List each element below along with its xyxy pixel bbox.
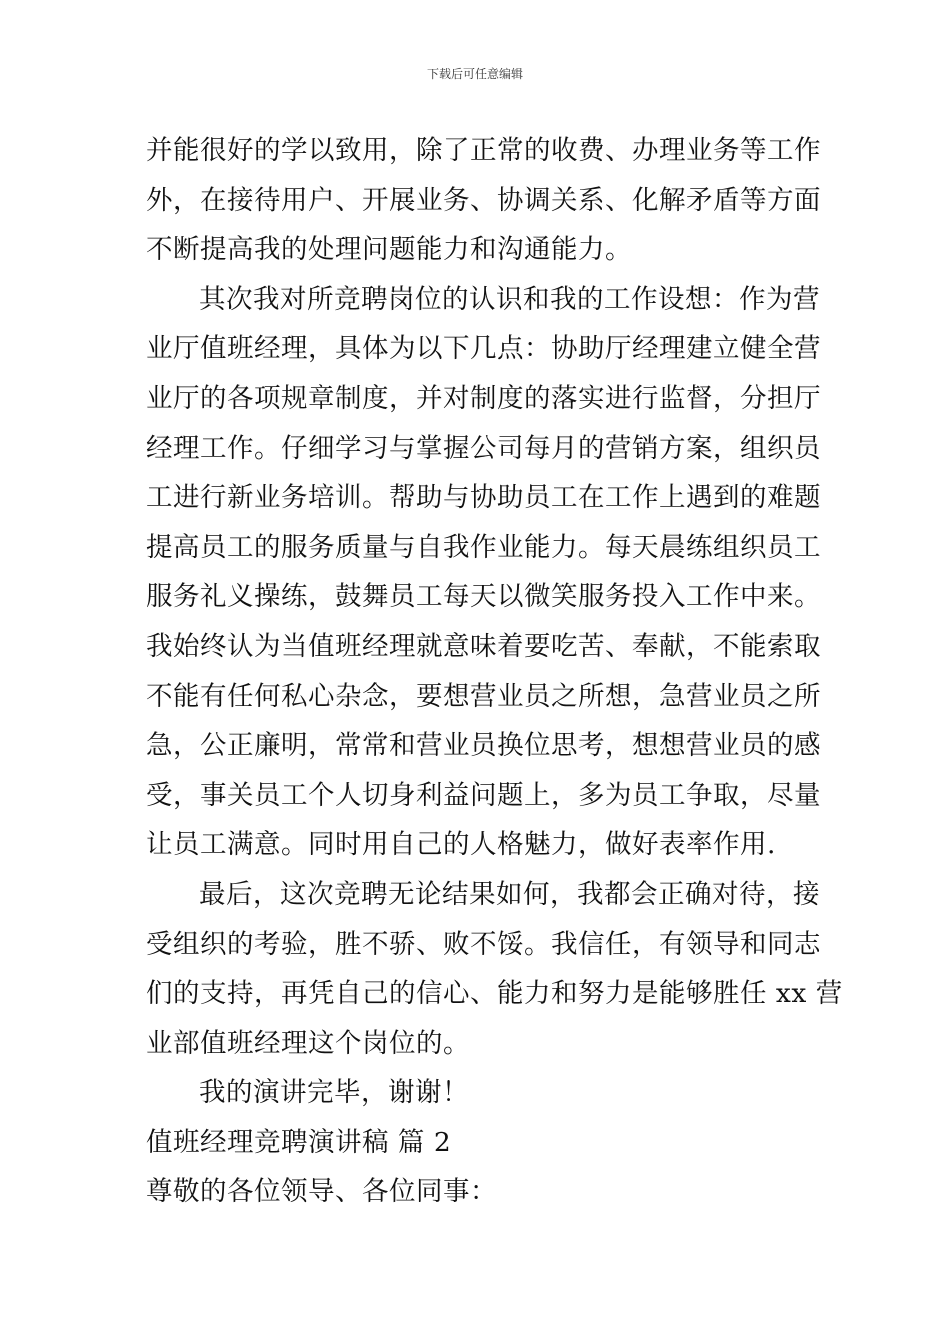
paragraph-line: 不断提高我的处理问题能力和沟通能力。 [146,234,632,266]
paragraph-line: 们的支持，再凭自己的信心、能力和努力是能够胜任 xx 营 [146,978,843,1010]
paragraph-line: 经理工作。仔细学习与掌握公司每月的营销方案，组织员 [146,432,821,464]
paragraph-line: 我的演讲完毕，谢谢！ [199,1077,469,1109]
paragraph-line: 急，公正廉明，常常和营业员换位思考，想想营业员的感 [146,730,821,762]
paragraph-line: 工进行新业务培训。帮助与协助员工在工作上遇到的难题 [146,482,821,514]
paragraph-line: 其次我对所竞聘岗位的认识和我的工作设想：作为营 [199,283,820,315]
page-header: 下载后可任意编辑 [426,67,523,81]
paragraph-line: 提高员工的服务质量与自我作业能力。每天晨练组织员工 [146,531,821,563]
paragraph-line: 最后，这次竞聘无论结果如何，我都会正确对待，接 [199,878,820,910]
paragraph-line: 并能很好的学以致用，除了正常的收费、办理业务等工作 [146,135,821,166]
paragraph-line: 服务礼义操练，鼓舞员工每天以微笑服务投入工作中来。 [146,581,821,613]
salutation: 尊敬的各位领导、各位同事： [146,1176,497,1208]
paragraph-line: 受，事关员工个人切身利益问题上，多为员工争取，尽量 [146,779,821,811]
paragraph-line: 受组织的考验，胜不骄、败不馁。我信任，有领导和同志 [146,928,821,960]
document-body [146,126,843,1217]
paragraph-line: 业厅的各项规章制度，并对制度的落实进行监督，分担厅 [146,382,821,414]
paragraph-line: 我始终认为当值班经理就意味着要吃苦、奉献，不能索取 [146,630,821,662]
paragraph-line: 业厅值班经理，具体为以下几点：协助厅经理建立健全营 [146,333,821,365]
paragraph-line: 不能有任何私心杂念，要想营业员之所想，急营业员之所 [146,680,821,712]
paragraph-line: 业部值班经理这个岗位的。 [146,1027,470,1059]
paragraph-line: 让员工满意。同时用自己的人格魅力，做好表率作用. [146,829,776,861]
section-heading: 值班经理竞聘演讲稿 篇 2 [146,1126,452,1158]
paragraph-line: 外，在接待用户、开展业务、协调关系、化解矛盾等方面 [146,184,821,216]
